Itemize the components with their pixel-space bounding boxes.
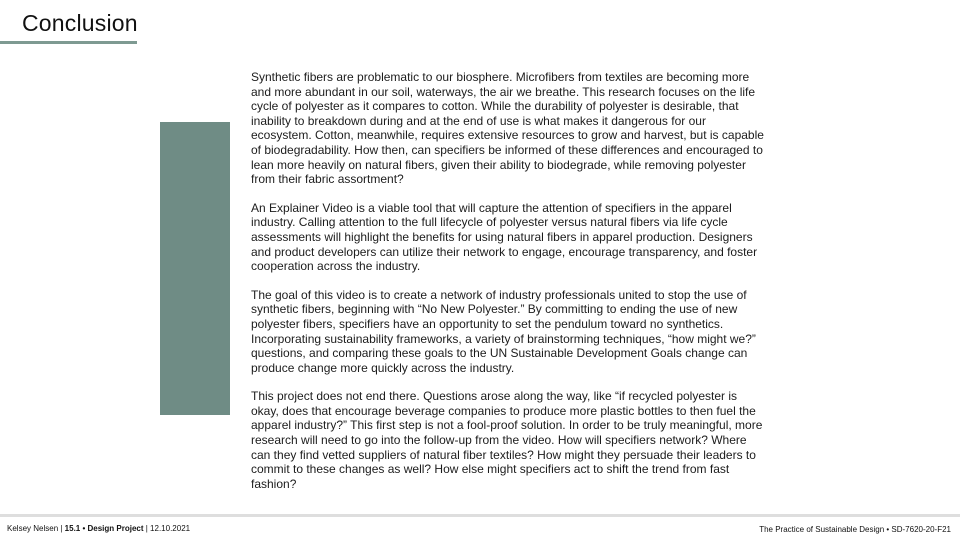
footer-left xyxy=(7,524,190,533)
footer-separator: | xyxy=(58,524,65,533)
paragraph-4: This project does not end there. Questions arose along the way, like “if recycled polyester is okay, does that encourage beverage companies to produce more plastic bottles to then fuel the apparel industry?” This first step is not a fool-proof solution. In order to be truly meaningful, more research will need to go into the follow-up from the video. How will specifiers network? Where can they find vetted suppliers of natural fiber textiles? How might they persuade their leaders to commit to these changes as well? How else might specifiers act to shift the trend from fast fashion? xyxy=(251,389,763,491)
accent-block xyxy=(160,122,230,415)
footer-project: 15.1 • Design Project xyxy=(64,524,144,533)
footer-date: 12.10.2021 xyxy=(150,524,191,533)
footer-separator: | xyxy=(143,524,151,533)
body-text xyxy=(251,70,767,505)
paragraph-2: An Explainer Video is a viable tool that will capture the attention of specifiers in the apparel industry. Calling attention to the full lifecycle of polyester versus natural fibers via life cycle assessments will highlight the benefits for using natural fibers in apparel production. Designers and product developers can utilize their network to engage, encourage transparency, and foster cooperation across the industry. xyxy=(251,200,758,274)
title-underline xyxy=(0,41,137,44)
paragraph-1: Synthetic fibers are problematic to our biosphere. Microfibers from textiles are becoming more and more abundant in our soil, waterways, the air we breathe. This research focuses on the life cycle of polyester as it compares to cotton. While the durability of polyester is desirable, that inability to breakdown during and at the end of use is what makes it dangerous for our ecosystem. Cotton, meanwhile, requires extensive resources to grow and harvest, but is capable of biodegradability. How then, can specifiers be informed of these differences and encouraged to lean more heavily on natural fibers, given their ability to biodegrade, while removing polyester from their fabric assortment? xyxy=(251,70,764,187)
footer-divider xyxy=(0,514,960,517)
footer-course: The Practice of Sustainable Design • SD-7620-20-F21 xyxy=(759,525,951,534)
slide-title: Conclusion xyxy=(22,10,138,36)
paragraph-3: The goal of this video is to create a network of industry professionals united to stop the use of synthetic fibers, beginning with “No New Polyester.” By committing to ending the use of new polyester fibers, specifiers have an opportunity to set the pendulum toward no synthetics. Incorporating sustainability frameworks, a variety of brainstorming techniques, “how might we?” questions, and comparing these goals to the UN Sustainable Development Goals change can produce change more quickly across the industry. xyxy=(251,287,756,375)
footer-author: Kelsey Nelsen xyxy=(7,524,59,533)
